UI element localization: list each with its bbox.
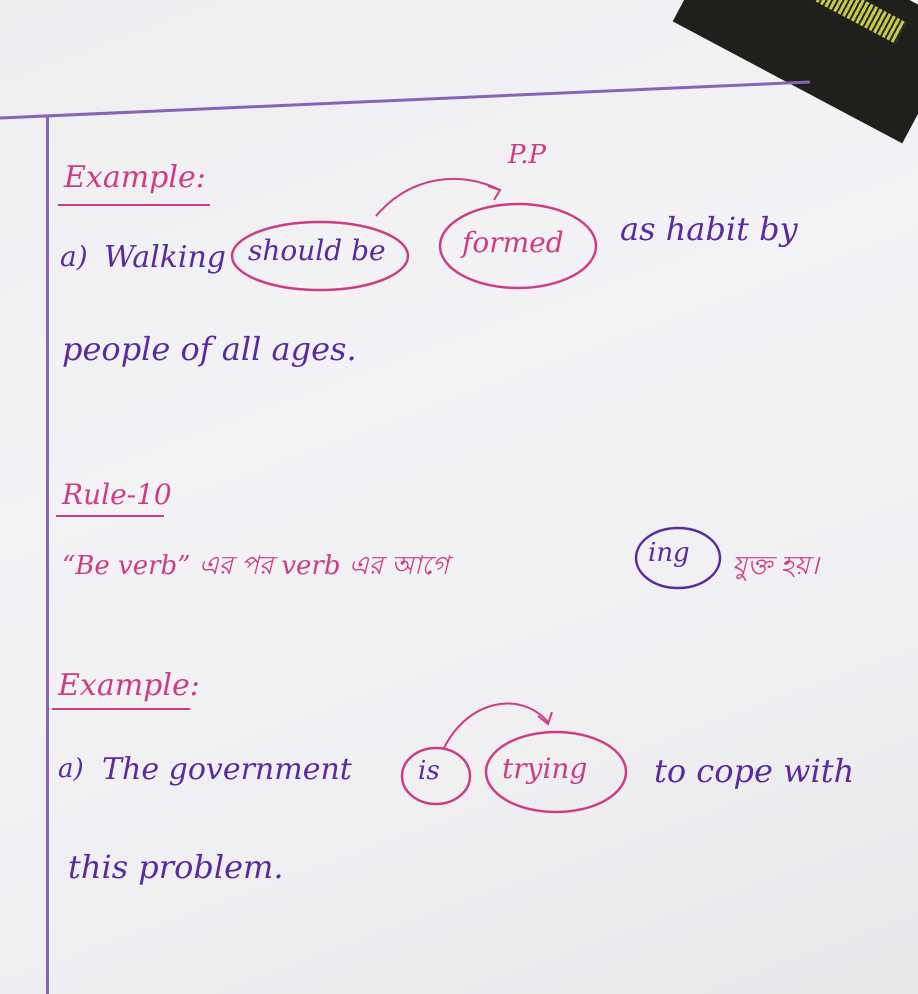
arrow-is-to-trying [444,703,548,748]
circle-ing [636,528,720,588]
example-1-line-2: people of all ages. [62,330,357,368]
example-1-label: a) [60,240,88,273]
example-2-heading: Example: [58,668,200,703]
example-2-line-2: this problem. [68,848,284,886]
word-is: is [418,756,440,786]
circle-trying [486,732,626,812]
circle-formed [440,204,596,288]
example-2-label: a) [58,754,84,784]
rule-text-after: যুক্ত হয়। [732,551,819,581]
word-should-be: should be [248,234,386,267]
rule-text-before: “Be verb” এর পর verb এর আগে [62,551,449,581]
word-walking: Walking [104,240,227,275]
example-1-tail: as habit by [620,210,798,248]
circle-should-be [232,222,408,290]
rule-heading: Rule-10 [62,478,172,511]
word-formed: formed [462,226,564,259]
arrow-should-be-to-formed [376,179,500,216]
example-2-tail: to cope with [654,752,855,790]
word-trying: trying [502,752,588,785]
word-ing: ing [648,538,690,568]
example-1-heading: Example: [64,160,206,195]
pp-note: P.P [508,140,546,170]
words-the-government: The government [102,752,352,787]
circle-is [402,748,470,804]
